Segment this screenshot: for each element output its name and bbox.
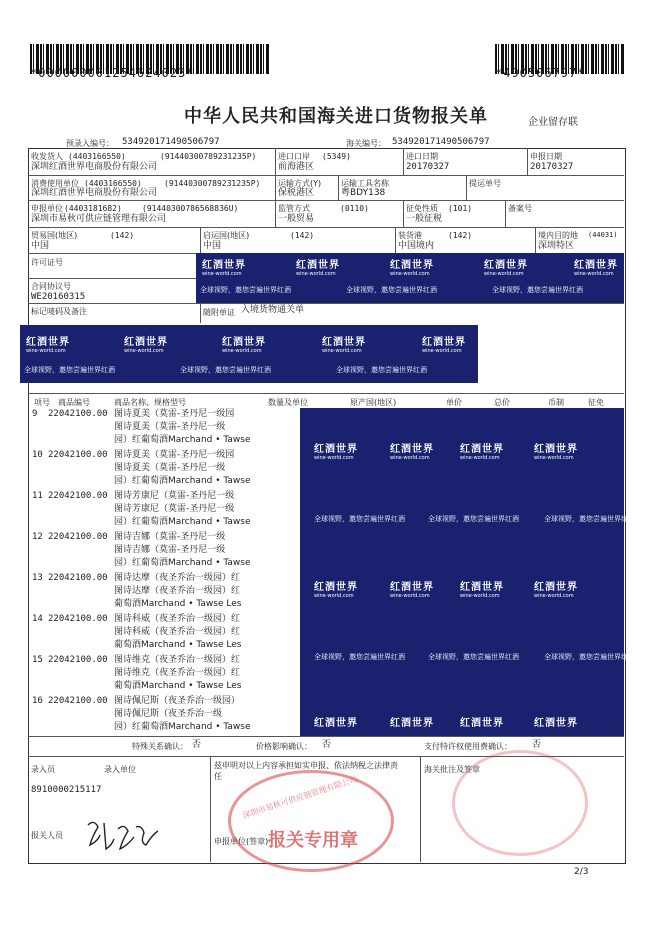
watermark-slogan: 全球视野，邀您尝遍世界红酒	[336, 366, 427, 374]
contract-value: WE20160315	[31, 292, 86, 302]
pre-entry-value: 534920171490506797	[122, 137, 220, 147]
watermark-slogan: 全球视野，邀您尝遍世界红酒	[544, 653, 635, 661]
destination-code: (44031)	[588, 231, 618, 239]
watermark-slogan: 全球视野，邀您尝遍世界红酒	[180, 366, 271, 374]
watermark-logo: 红酒世界	[534, 718, 578, 729]
watermark-slogan: 全球视野，邀您尝遍世界红酒	[24, 366, 115, 374]
levy-nature-label: 征免性质	[406, 204, 438, 213]
attached-value: 入境货物通关单	[241, 305, 305, 315]
supervision-value: 一般贸易	[278, 214, 315, 224]
customs-no-value: 534920171490506797	[392, 137, 490, 147]
consumer-code: (4403166550)	[84, 179, 142, 188]
row-line	[28, 175, 624, 176]
levy-nature-value: 一般征税	[406, 214, 443, 224]
item-name-line: 图诗夏美（莫雷-圣丹尼一级	[114, 422, 226, 432]
watermark-logo: 红酒世界 wine-world.com	[422, 337, 466, 354]
page-title: 中华人民共和国海关进口货物报关单	[184, 106, 488, 127]
item-name-line: 图诗吉娜（莫雷-圣丹尼一级	[114, 532, 226, 542]
departure-country-value: 中国	[203, 241, 222, 251]
customs-stamp	[452, 750, 588, 856]
special-relation-value: 否	[192, 740, 202, 750]
declarant-code: (4403181682)	[64, 204, 122, 213]
item-name-line: 图诗吉娜（莫雷-圣丹尼一级	[114, 545, 226, 555]
item-name-line: 葡萄酒Marchand • Tawse Les	[114, 681, 242, 691]
watermark-logo: 红酒世界 wine-world.com	[314, 444, 358, 461]
import-port-code: (5349)	[322, 152, 351, 161]
watermark-banner-goods	[300, 408, 635, 736]
price-effect-label: 价格影响确认：	[256, 742, 312, 751]
item-code: 22042100.00	[48, 614, 108, 624]
transport-mode-value: 保税港区	[278, 188, 315, 198]
col-line	[466, 175, 467, 200]
item-name-line: 图诗维克（夜圣乔治一级园）红	[114, 655, 241, 665]
import-date-label: 进口日期	[406, 152, 438, 161]
barcode-right-number: *490506797*	[495, 66, 586, 80]
goods-header-origin: 原产国(地区)	[350, 398, 397, 407]
official-stamp	[228, 770, 394, 872]
item-code: 22042100.00	[48, 450, 108, 460]
item-code: 22042100.00	[48, 409, 108, 419]
entry-clerk-no: 8910000215117	[31, 785, 102, 795]
consignee-code: (4403166550)	[68, 152, 126, 161]
loading-port-value: 中国境内	[398, 241, 435, 251]
transport-mode-label: 运输方式(Y)	[278, 179, 322, 188]
trade-country-label: 贸易国(地区)	[31, 231, 78, 240]
item-no: 9	[32, 409, 38, 419]
watermark-logo: 红酒世界	[314, 718, 358, 729]
declarant-person-label: 报关人员	[31, 831, 63, 840]
declarant-unit-sign-label: 申报单位(签章)	[214, 837, 269, 846]
import-date-value: 20170327	[406, 162, 450, 172]
item-no: 13	[32, 573, 43, 583]
col-line	[403, 200, 404, 227]
col-line	[395, 227, 396, 253]
watermark-logo: 红酒世界	[460, 718, 504, 729]
row-line	[28, 303, 624, 304]
item-name-line: 图诗芳康尼（莫雷-圣丹尼一级	[114, 504, 235, 514]
destination-value: 深圳特区	[538, 241, 575, 251]
goods-header-levy: 征免	[588, 398, 604, 407]
watermark-logo: 红酒世界 wine-world.com	[222, 337, 266, 354]
declarant-name: 深圳市易秋可供应链管理有限公司	[31, 214, 167, 224]
item-name-line: 图诗夏美（莫雷-圣丹尼一级	[114, 463, 226, 473]
loading-port-code: (142)	[448, 231, 473, 240]
watermark-logo: 红酒世界 wine-world.com	[534, 582, 578, 599]
item-no: 12	[32, 532, 43, 542]
record-no-label: 备案号	[508, 204, 532, 213]
watermark-logo: 红酒世界 wine-world.com	[390, 260, 434, 277]
item-name-line: 图诗佩尼斯（夜圣乔治一级	[114, 709, 223, 719]
consignee-name: 深圳红酒世界电商股份有限公司	[31, 162, 158, 172]
item-name-line: 图诗达摩（夜圣乔治一级园）红	[114, 586, 241, 596]
item-code: 22042100.00	[48, 532, 108, 542]
contract-label: 合同协议号	[31, 282, 71, 291]
item-name-line: 图诗科威（夜圣乔治一级园）红	[114, 614, 241, 624]
watermark-slogan: 全球视野，邀您尝遍世界红酒	[428, 515, 519, 523]
pre-entry-label: 预录入编号：	[66, 139, 114, 148]
item-code: 22042100.00	[48, 696, 108, 706]
item-name-line: 图诗科威（夜圣乔治一级园）红	[114, 627, 241, 637]
item-no: 10	[32, 450, 43, 460]
consignee-label: 收发货人	[31, 152, 63, 161]
watermark-logo: 红酒世界 wine-world.com	[26, 337, 70, 354]
col-line	[535, 227, 536, 253]
item-name-line: 葡萄酒Marchand • Tawse Les	[114, 599, 242, 609]
stamp-ring-text: 深圳市易秋可供应链管理有限公司	[241, 774, 359, 821]
item-name-line: 图诗佩尼斯（夜圣乔治一级园）	[114, 696, 241, 706]
customs-remarks-label: 海关批注及签章	[424, 765, 480, 774]
consumer-credit: (91440300789231235P)	[164, 179, 261, 188]
goods-header-no: 项号	[34, 398, 50, 407]
trade-country-value: 中国	[31, 241, 50, 251]
item-name-line: 葡萄酒Marchand • Tawse Les	[114, 640, 242, 650]
watermark-logo: 红酒世界 wine-world.com	[322, 337, 366, 354]
item-name-line: 图诗维克（夜圣乔治一级园）红	[114, 668, 241, 678]
item-no: 15	[32, 655, 43, 665]
copy-type: 企业留存联	[528, 117, 578, 128]
supervision-code: (0110)	[340, 204, 369, 213]
transport-tool-label: 运输工具名称	[341, 179, 389, 188]
watermark-logo: 红酒世界 wine-world.com	[534, 444, 578, 461]
declarant-credit: (91440300786568836U)	[142, 204, 239, 213]
declare-date-label: 申报日期	[530, 152, 562, 161]
item-code: 22042100.00	[48, 655, 108, 665]
destination-label: 境内目的地	[538, 231, 578, 240]
goods-header-code: 商品编号	[58, 398, 90, 407]
col-line	[403, 148, 404, 175]
item-no: 11	[32, 491, 43, 501]
watermark-logo: 红酒世界 wine-world.com	[314, 582, 358, 599]
attached-label: 随附单证	[203, 308, 235, 317]
transport-tool-value: 粤BDY138	[341, 188, 386, 198]
item-name-line: 园）红葡萄酒Marchand • Tawse	[114, 722, 251, 732]
item-name-line: 图诗夏美（莫雷-圣丹尼一级园	[114, 409, 235, 419]
goods-header-currency: 币制	[548, 398, 564, 407]
col-line	[527, 148, 528, 175]
col-line	[200, 227, 201, 253]
entry-clerk-label: 录入员	[31, 765, 55, 774]
watermark-logo: 红酒世界	[390, 718, 434, 729]
watermark-slogan: 全球视野，邀您尝遍世界红酒	[314, 653, 405, 661]
levy-nature-code: (101)	[448, 204, 473, 213]
declaration-statement: 兹申明对以上内容承担如实申报、依法纳税之法律责任	[214, 761, 398, 781]
supervision-label: 监管方式	[278, 204, 310, 213]
watermark-banner-middle	[20, 325, 478, 383]
royalty-label: 支付特许权使用费确认：	[424, 742, 512, 751]
watermark-slogan: 全球视野，邀您尝遍世界红酒	[314, 515, 405, 523]
bill-no-label: 提运单号	[469, 179, 501, 188]
col-line	[200, 303, 201, 323]
goods-header-qty: 数量及单位	[268, 398, 308, 407]
watermark-logo: 红酒世界 wine-world.com	[460, 582, 504, 599]
watermark-logo: 红酒世界 wine-world.com	[390, 444, 434, 461]
item-name-line: 园）红葡萄酒Marchand • Tawse	[114, 558, 251, 568]
item-name-line: 图诗芳康尼（莫雷-圣丹尼一级	[114, 491, 235, 501]
watermark-logo: 红酒世界 wine-world.com	[390, 582, 434, 599]
watermark-slogan: 全球视野，邀您尝遍世界红酒	[200, 286, 291, 294]
declarant-label: 申报单位	[31, 204, 63, 213]
trade-country-code: (142)	[110, 231, 135, 240]
item-name-line: 园）红葡萄酒Marchand • Tawse	[114, 517, 251, 527]
consignee-credit: (91440300789231235P)	[160, 152, 257, 161]
signature	[84, 815, 164, 855]
watermark-slogan: 全球视野，邀您尝遍世界红酒	[492, 286, 583, 294]
goods-header-total: 总价	[494, 398, 510, 407]
departure-country-label: 启运国(地区)	[203, 231, 250, 240]
price-effect-value: 否	[322, 740, 332, 750]
row-line	[28, 393, 624, 394]
import-port-name: 前海港区	[278, 162, 315, 172]
row-line	[28, 200, 624, 201]
declare-date-value: 20170327	[530, 162, 574, 172]
departure-country-code: (142)	[290, 231, 315, 240]
col-line	[505, 200, 506, 227]
loading-port-label: 装货港	[398, 231, 422, 240]
watermark-banner-top	[196, 253, 624, 303]
goods-header-price: 单价	[446, 398, 462, 407]
page-number: 2/3	[574, 867, 589, 877]
watermark-logo: 红酒世界 wine-world.com	[460, 444, 504, 461]
license-label: 许可证号	[31, 258, 63, 267]
entry-unit-label: 录入单位	[104, 765, 136, 774]
item-name-line: 园）红葡萄酒Marchand • Tawse	[114, 476, 251, 486]
import-port-label: 进口口岸	[278, 152, 310, 161]
consumer-label: 消费使用单位	[31, 179, 79, 188]
watermark-logo: 红酒世界 wine-world.com	[124, 337, 168, 354]
watermark-logo: 红酒世界 wine-world.com	[574, 260, 618, 277]
col-line	[210, 756, 211, 862]
stamp-text: 报关专用章	[268, 830, 358, 851]
item-no: 14	[32, 614, 43, 624]
watermark-logo: 红酒世界 wine-world.com	[202, 260, 246, 277]
watermark-slogan: 全球视野，邀您尝遍世界红酒	[544, 515, 635, 523]
item-name-line: 图诗达摩（夜圣乔治一级园）红	[114, 573, 241, 583]
item-name-line: 园）红葡萄酒Marchand • Tawse	[114, 435, 251, 445]
col-line	[420, 756, 421, 862]
item-name-line: 图诗夏美（莫雷-圣丹尼一级园	[114, 450, 235, 460]
goods-header-name: 商品名称、规格型号	[114, 398, 186, 407]
watermark-slogan: 全球视野，邀您尝遍世界红酒	[346, 286, 437, 294]
customs-no-label: 海关编号：	[346, 139, 386, 148]
marks-label: 标记唛码及备注	[31, 307, 87, 316]
watermark-logo: 红酒世界 wine-world.com	[296, 260, 340, 277]
consumer-name: 深圳红酒世界电商股份有限公司	[31, 188, 158, 198]
royalty-value: 否	[532, 740, 542, 750]
item-no: 16	[32, 696, 43, 706]
col-line	[275, 148, 276, 228]
item-code: 22042100.00	[48, 573, 108, 583]
item-code: 22042100.00	[48, 491, 108, 501]
special-relation-label: 特殊关系确认：	[132, 742, 188, 751]
row-line	[28, 736, 624, 737]
watermark-slogan: 全球视野，邀您尝遍世界红酒	[428, 653, 519, 661]
watermark-logo: 红酒世界 wine-world.com	[484, 260, 528, 277]
col-line	[338, 175, 339, 200]
barcode-left-number: *000000001254624023*	[30, 66, 195, 80]
